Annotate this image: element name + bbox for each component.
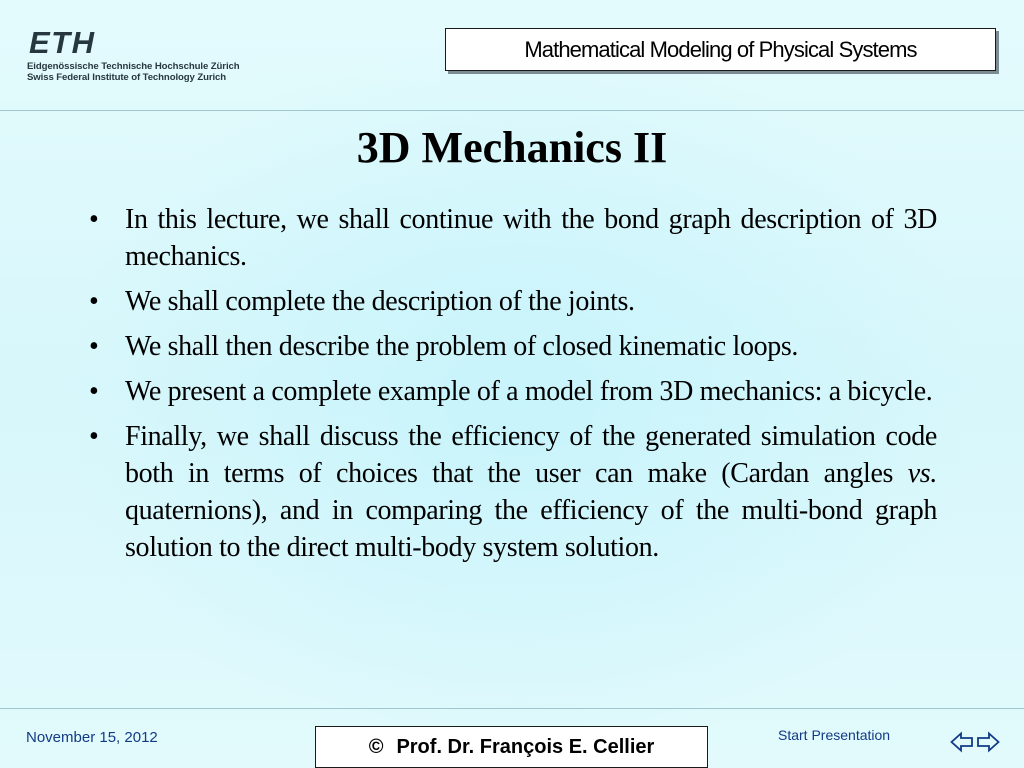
- bullet-text: We shall complete the description of the joints.: [125, 286, 635, 317]
- eth-logo: [27, 28, 267, 94]
- eth-logo-mark: [27, 28, 127, 56]
- bullet-text-part: Finally, we shall discuss the efficiency of the generated simulation code both in terms of choices that the user can make (Cardan angles: [125, 421, 937, 489]
- bullet-text-emphasis: vs.: [907, 458, 937, 489]
- bullet-list: [89, 201, 937, 574]
- bullet-text: We shall then describe the problem of closed kinematic loops.: [125, 331, 799, 362]
- copyright-box: [315, 726, 708, 768]
- bullet-item: [89, 328, 937, 365]
- bullet-marker: •: [89, 421, 99, 452]
- copyright-symbol: ©: [368, 735, 384, 758]
- eth-logo-line-german: Eidgenössische Technische Hochschule Zürich: [27, 61, 240, 72]
- arrow-left-icon[interactable]: [950, 730, 974, 754]
- bullet-item: [89, 283, 937, 320]
- course-title-box: [445, 28, 996, 71]
- header-divider: [0, 110, 1024, 111]
- bullet-item: [89, 201, 937, 275]
- bullet-marker: •: [89, 204, 99, 235]
- bullet-marker: •: [89, 331, 99, 362]
- course-title: Mathematical Modeling of Physical Systems: [524, 36, 917, 62]
- bullet-text-part: quaternions), and in comparing the efficiency of the multi-bond graph solution to the direct multi-body system solution.: [125, 495, 937, 563]
- bullet-text: In this lecture, we shall continue with the bond graph description of 3D mechanics.: [125, 204, 937, 272]
- footer-divider: [0, 708, 1024, 709]
- eth-logo-line-english: Swiss Federal Institute of Technology Zurich: [27, 72, 227, 83]
- arrow-right-icon[interactable]: [976, 730, 1000, 754]
- bullet-text: We present a complete example of a model from 3D mechanics: a bicycle.: [125, 376, 933, 407]
- slide-title: 3D Mechanics II: [356, 123, 668, 172]
- copyright-author: Prof. Dr. François E. Cellier: [396, 735, 655, 758]
- bullet-item: [89, 373, 937, 410]
- bullet-text: [125, 418, 937, 566]
- eth-logo-mark-text: ETH: [29, 28, 96, 56]
- bullet-item: [89, 418, 937, 566]
- footer-date: November 15, 2012: [26, 729, 158, 746]
- bullet-marker: •: [89, 376, 99, 407]
- bullet-marker: •: [89, 286, 99, 317]
- start-presentation-link[interactable]: Start Presentation: [778, 727, 891, 743]
